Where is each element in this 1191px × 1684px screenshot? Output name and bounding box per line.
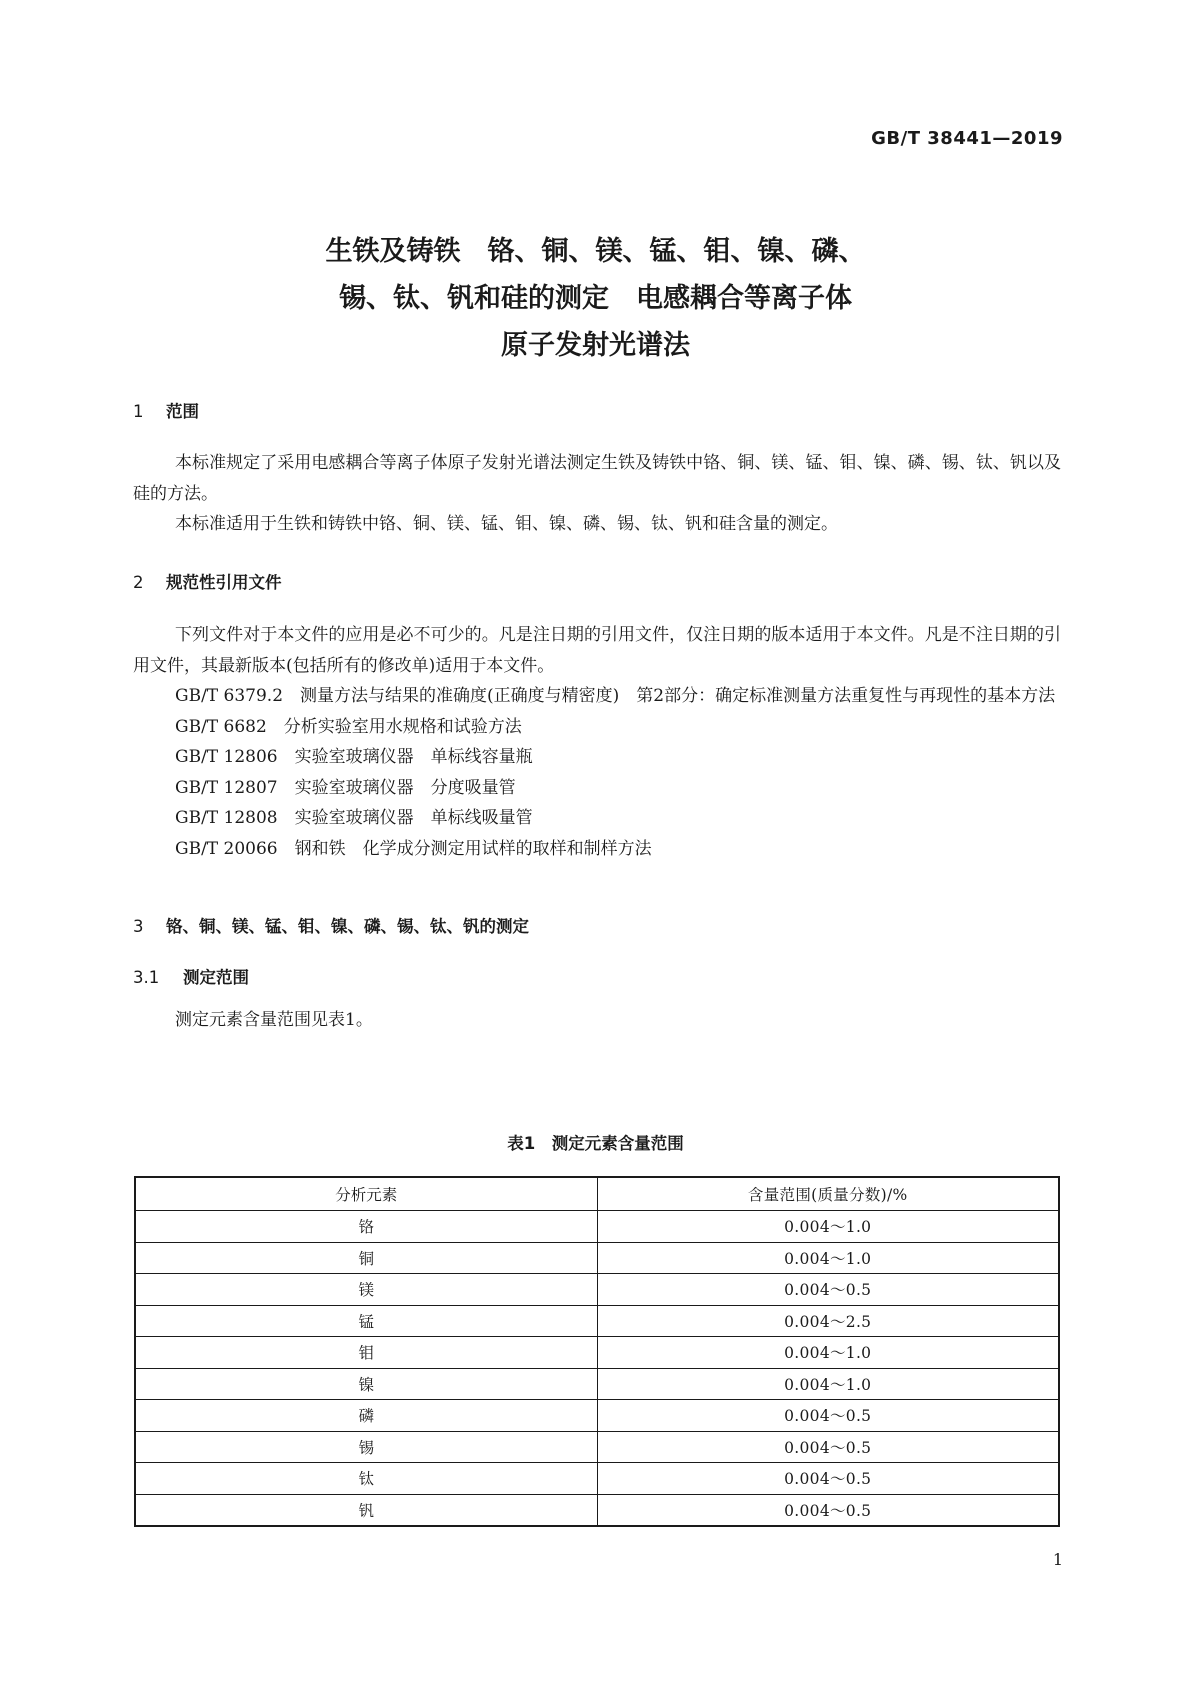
standard-number: GB/T 38441—2019 xyxy=(871,128,1063,149)
table-row xyxy=(135,1305,1059,1337)
range-cell: 0.004～0.5 xyxy=(597,1494,1059,1526)
paragraph: 下列文件对于本文件的应用是必不可少的。凡是注日期的引用文件，仅注日期的版本适用于本文件。凡是不注日期的引用文件，其最新版本(包括所有的修改单)适用于本文件。 xyxy=(133,625,1061,676)
section-title: 铬、铜、镁、锰、钼、镍、磷、锡、钛、钒的测定 xyxy=(166,917,529,936)
range-cell: 0.004～0.5 xyxy=(597,1463,1059,1495)
element-cell: 磷 xyxy=(135,1400,597,1432)
section-title: 测定范围 xyxy=(183,968,249,987)
section-number: 1 xyxy=(133,402,144,421)
element-cell: 镍 xyxy=(135,1368,597,1400)
table-row xyxy=(135,1242,1059,1274)
element-cell: 镁 xyxy=(135,1274,597,1306)
section-number: 2 xyxy=(133,573,144,592)
document-title xyxy=(0,228,1191,369)
element-cell: 锡 xyxy=(135,1431,597,1463)
element-cell: 钼 xyxy=(135,1337,597,1369)
element-cell: 钒 xyxy=(135,1494,597,1526)
reference-item: GB/T 12807 实验室玻璃仪器 分度吸量管 xyxy=(175,777,516,798)
title-line-3: 原子发射光谱法 xyxy=(501,330,690,361)
table-caption: 表1 测定元素含量范围 xyxy=(507,1134,684,1153)
column-header: 含量范围(质量分数)/% xyxy=(597,1177,1059,1211)
paragraph: 本标准适用于生铁和铸铁中铬、铜、镁、锰、钼、镍、磷、锡、钛、钒和硅含量的测定。 xyxy=(175,514,838,534)
section-2-heading xyxy=(133,569,282,593)
range-cell: 0.004～1.0 xyxy=(597,1242,1059,1274)
section-2-body xyxy=(133,620,1061,864)
table-header-row xyxy=(135,1177,1059,1211)
section-3-1-body xyxy=(133,1005,1061,1036)
element-cell: 铬 xyxy=(135,1211,597,1243)
table-row xyxy=(135,1400,1059,1432)
reference-item: GB/T 20066 钢和铁 化学成分测定用试样的取样和制样方法 xyxy=(175,838,652,859)
element-cell: 铜 xyxy=(135,1242,597,1274)
reference-item: GB/T 6379.2 测量方法与结果的准确度(正确度与精密度) 第2部分：确定标准测量方法重复性与再现性的基本方法 xyxy=(175,686,1056,706)
section-1-body xyxy=(133,448,1061,540)
table-row xyxy=(135,1463,1059,1495)
table-row xyxy=(135,1274,1059,1306)
element-cell: 锰 xyxy=(135,1305,597,1337)
title-line-1: 生铁及铸铁 铬、铜、镁、锰、钼、镍、磷、 xyxy=(325,236,866,267)
table-row xyxy=(135,1211,1059,1243)
section-title: 范围 xyxy=(166,402,199,421)
section-number: 3 xyxy=(133,917,144,936)
table-row xyxy=(135,1337,1059,1369)
paragraph: 本标准规定了采用电感耦合等离子体原子发射光谱法测定生铁及铸铁中铬、铜、镁、锰、钼、镍、磷、锡、钛、钒以及硅的方法。 xyxy=(133,453,1061,504)
range-cell: 0.004～1.0 xyxy=(597,1211,1059,1243)
range-cell: 0.004～0.5 xyxy=(597,1274,1059,1306)
section-title: 规范性引用文件 xyxy=(166,573,282,592)
range-cell: 0.004～0.5 xyxy=(597,1431,1059,1463)
paragraph: 测定元素含量范围见表1。 xyxy=(175,1010,373,1030)
range-cell: 0.004～0.5 xyxy=(597,1400,1059,1432)
reference-item: GB/T 12808 实验室玻璃仪器 单标线吸量管 xyxy=(175,808,533,828)
table-row xyxy=(135,1494,1059,1526)
section-3-1-heading xyxy=(133,964,249,988)
range-cell: 0.004～1.0 xyxy=(597,1368,1059,1400)
table-row xyxy=(135,1368,1059,1400)
range-cell: 0.004～2.5 xyxy=(597,1305,1059,1337)
section-number: 3.1 xyxy=(133,968,160,987)
title-line-2: 锡、钛、钒和硅的测定 电感耦合等离子体 xyxy=(339,283,852,314)
element-range-table xyxy=(134,1176,1060,1527)
element-cell: 钛 xyxy=(135,1463,597,1495)
table-row xyxy=(135,1431,1059,1463)
reference-item: GB/T 6682 分析实验室用水规格和试验方法 xyxy=(175,716,522,737)
reference-item: GB/T 12806 实验室玻璃仪器 单标线容量瓶 xyxy=(175,747,533,767)
column-header: 分析元素 xyxy=(135,1177,597,1211)
range-cell: 0.004～1.0 xyxy=(597,1337,1059,1369)
section-3-heading xyxy=(133,913,529,937)
page-number: 1 xyxy=(1052,1550,1063,1569)
section-1-heading xyxy=(133,398,199,422)
